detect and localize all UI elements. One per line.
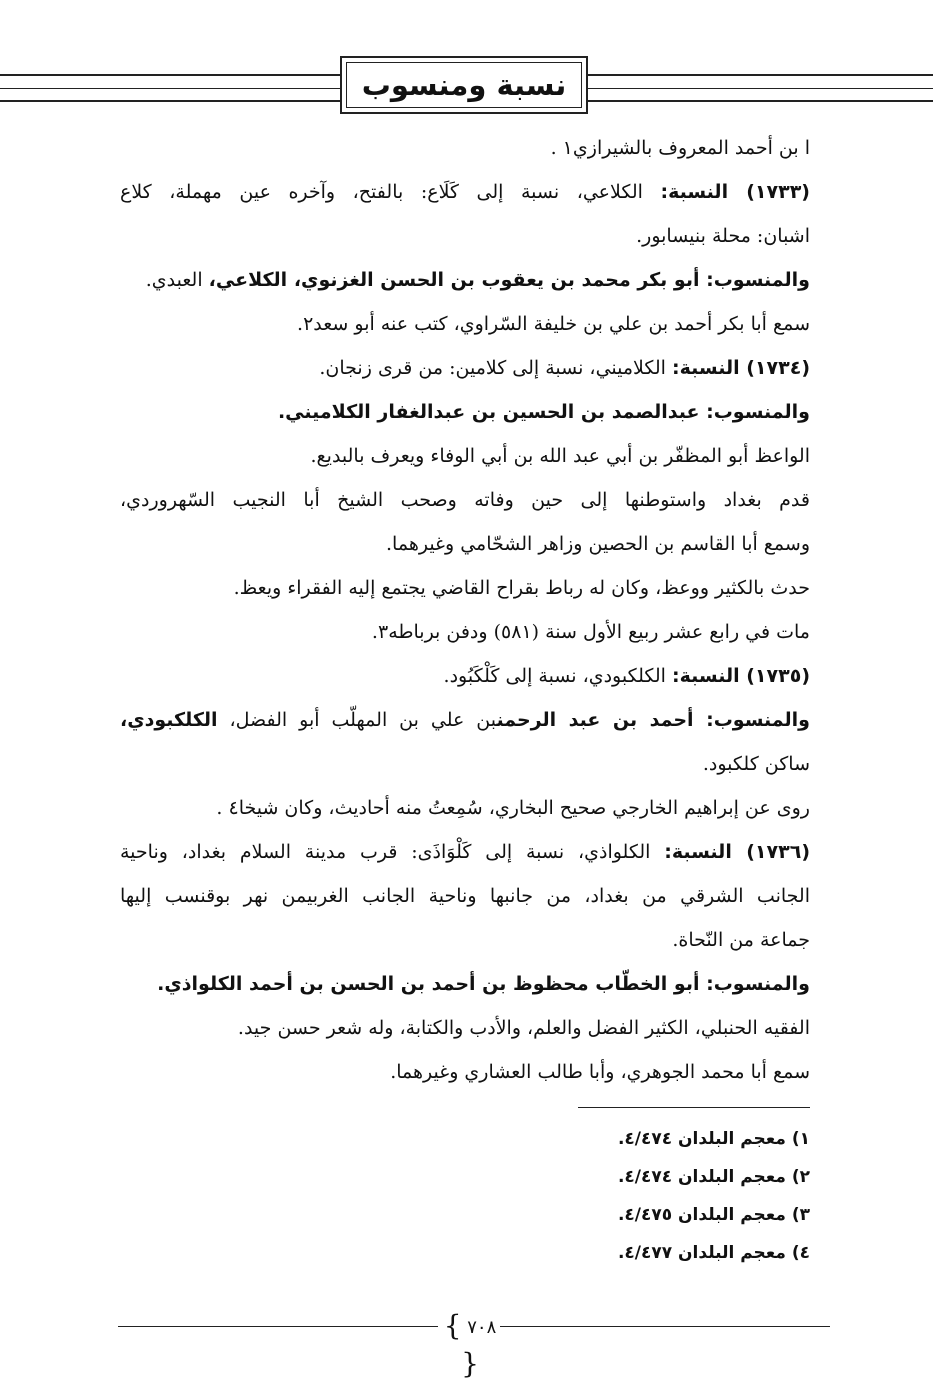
header-title-box: [340, 56, 588, 114]
text-line: [120, 786, 810, 830]
bold-text: (١٧٣٤) النسبة:: [672, 357, 810, 379]
text-span: سمع أبا بكر أحمد بن علي بن خليفة السّراوي، كتب عنه أبو سعد٢.: [297, 313, 810, 335]
text-line: [120, 610, 810, 654]
text-span: جماعة من النّحاة.: [672, 929, 810, 951]
bold-text: الكلكبودي،: [120, 709, 218, 731]
text-span: الكلاعي، نسبة إلى كَلَاع: بالفتح، وآخره عين مهملة، كلاع: [120, 181, 661, 203]
page-number-rule-left: [118, 1326, 438, 1327]
text-span: ا بن أحمد المعروف بالشيرازي١ .: [550, 137, 810, 159]
text-line: [120, 522, 810, 566]
text-line: [120, 698, 810, 742]
main-text: [120, 126, 810, 1094]
page-number: { ٧٠٨ }: [443, 1309, 497, 1380]
text-span: الكلكبودي، نسبة إلى كَلْكَبُود.: [443, 665, 672, 687]
footnote-separator: [578, 1107, 810, 1108]
text-span: وسمع أبا القاسم بن الحصين وزاهر الشحّامي وغيرهما.: [386, 533, 810, 555]
text-line: [120, 654, 810, 698]
text-line: [120, 214, 810, 258]
bold-text: والمنسوب: أحمد بن عبد الرحمن: [496, 709, 810, 731]
text-line: [120, 1050, 810, 1094]
text-line: [120, 1006, 810, 1050]
text-span: اشبان: محلة بنيسابور.: [636, 225, 810, 247]
text-span: الكلواذي، نسبة إلى كَلْوَاذَى: قرب مدينة السلام بغداد، وناحية: [120, 841, 665, 863]
bold-text: والمنسوب: عبدالصمد بن الحسين بن عبدالغفار الكلاميني.: [277, 401, 810, 423]
footnote-2: ٢) معجم البلدان ٤/٤٧٤.: [617, 1167, 810, 1187]
page-number-value: ٧٠٨: [467, 1317, 497, 1338]
text-line: [120, 390, 810, 434]
text-line: [120, 434, 810, 478]
text-line: [120, 126, 810, 170]
text-line: [120, 918, 810, 962]
text-span: العبدي.: [145, 269, 209, 291]
text-span: الكلاميني، نسبة إلى كلامين: من قرى زنجان.: [319, 357, 672, 379]
footnote-1: ١) معجم البلدان ٤/٤٧٤.: [617, 1129, 810, 1149]
bold-text: والمنسوب: أبو الخطّاب محظوظ بن أحمد بن الحسن بن أحمد الكلواذي.: [157, 973, 810, 995]
text-span: بن علي بن المهلّب أبو الفضل،: [217, 709, 497, 731]
footnotes: [420, 1120, 810, 1272]
text-line: [120, 742, 810, 786]
text-span: سمع أبا محمد الجوهري، وأبا طالب العشاري وغيرهما.: [390, 1061, 810, 1083]
text-line: [120, 962, 810, 1006]
text-line: [120, 830, 810, 874]
text-span: الواعظ أبو المظفّر بن أبي عبد الله بن أبي الوفاء ويعرف بالبديع.: [310, 445, 810, 467]
text-line: [120, 478, 810, 522]
text-span: قدم بغداد واستوطنها إلى حين وفاته وصحب الشيخ أبا النجيب السّهروردي،: [120, 489, 810, 511]
bold-text: (١٧٣٣) النسبة:: [660, 181, 810, 203]
footnote-4: ٤) معجم البلدان ٤/٤٧٧.: [617, 1243, 810, 1263]
text-span: روى عن إبراهيم الخارجي صحيح البخاري، سُمِعتُ منه أحاديث، وكان شيخا٤ .: [216, 797, 810, 819]
bold-text: (١٧٣٥) النسبة:: [672, 665, 810, 687]
text-span: ساكن كلكبود.: [702, 753, 810, 775]
page-number-rule-right: [500, 1326, 830, 1327]
text-span: مات في رابع عشر ربيع الأول سنة (٥٨١) ودفن برباطه٣.: [371, 621, 810, 643]
text-line: [120, 302, 810, 346]
page-title: نسبة ومنسوب: [361, 68, 567, 102]
text-line: [120, 566, 810, 610]
bold-text: (١٧٣٦) النسبة:: [664, 841, 810, 863]
text-span: الجانب الشرقي من بغداد، من جانبها وناحية الجانب الغربيمن نهر بوقنسب إليها: [120, 885, 810, 907]
text-line: [120, 346, 810, 390]
bold-text: والمنسوب: أبو بكر محمد بن يعقوب بن الحسن الغزنوي، الكلاعي،: [208, 269, 810, 291]
footnote-3: ٣) معجم البلدان ٤/٤٧٥.: [617, 1205, 810, 1225]
text-span: الفقيه الحنبلي، الكثير الفضل والعلم، والأدب والكتابة، وله شعر حسن جيد.: [237, 1017, 810, 1039]
text-line: [120, 258, 810, 302]
text-line: [120, 874, 810, 918]
text-span: حدث بالكثير ووعظ، وكان له رباط بقراح القاضي يجتمع إليه الفقراء ويعظ.: [233, 577, 810, 599]
text-line: [120, 170, 810, 214]
